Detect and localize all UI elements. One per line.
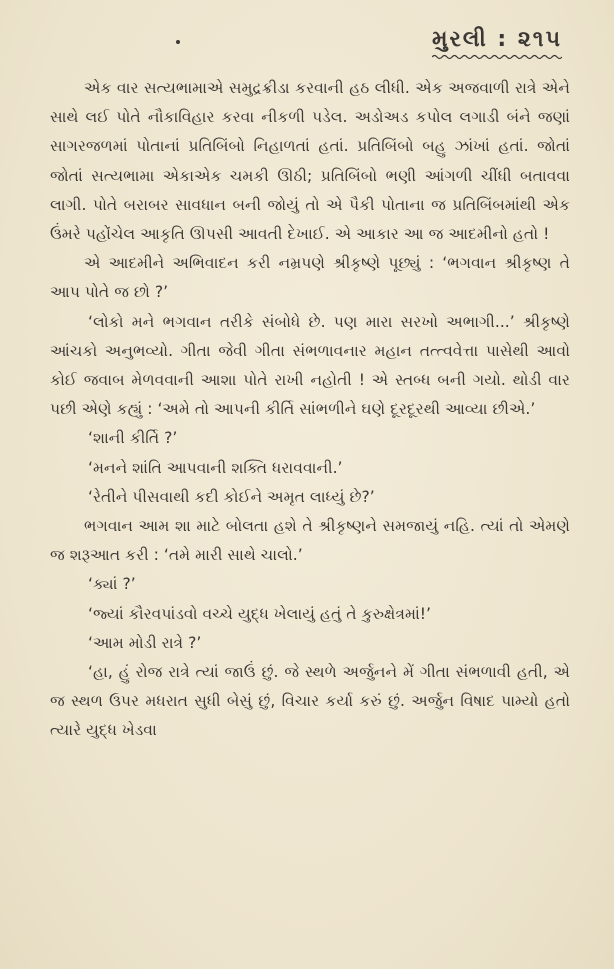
wavy-underline-ornament [432, 54, 562, 60]
paragraph: ‘રેતીને પીસવાથી કદી કોઈને અમૃત લાધ્યું છે?’ [88, 487, 375, 506]
paragraph: ‘આમ મોડી રાત્રે ?’ [88, 633, 202, 652]
paragraph: ‘ક્યાં ?’ [88, 575, 136, 594]
paragraph: ‘લોકો મને ભગવાન તરીકે સંબોધે છે. પણ મારા સરખો અભાગી...’ શ્રીકૃષ્ણે આંચકો અનુભવ્યો. ગીતા જેવી ગીતા સંભળાવનાર મહાન તત્ત્વવેત્તા પાસેથી આવો કોઈ જવાબ મેળવવાની આશા પોતે રાખી નહોતી ! એ સ્તબ્ધ બની ગયો. થોડી વાર પછી એણે કહ્યું : ‘અમે તો આપની કીર્તિ સાંભળીને ઘણે દૂરદૂરથી આવ્યા છીએ.’ [50, 312, 570, 419]
running-title: મુરલી : ૨૧૫ [431, 27, 563, 52]
paragraph: ‘હા, હું રોજ રાત્રે ત્યાં જાઉં છું. જે સ્થળે અર્જુનને મેં ગીતા સંભળાવી હતી, એ જ સ્થળ ઉપર મધરાત સુધી બેસું છું, વિચાર કર્યા કરું છું. અર્જુન વિષાદ પામ્યો હતો ત્યારે યુદ્ધ ખેડવા [50, 663, 570, 740]
paragraph: એક વાર સત્યભામાએ સમુદ્રક્રીડા કરવાની હઠ લીધી. એક અજવાળી રાત્રે એને સાથે લઈ પોતે નૌકાવિહાર કરવા નીકળી પડેલ. અડોઅડ કપોલ લગાડી બંને જણાં સાગરજળમાં પોતાનાં પ્રતિબિંબો નિહાળતાં હતાં. પ્રતિબિંબો બહુ ઝાંખાં હતાં. જોતાં જોતાં સત્યભામા એકાએક ચમકી ઊઠી; પ્રતિબિંબો ભણી આંગળી ચીંધી બતાવવા લાગી. પોતે બરાબર સાવધાન બની જોયું તો એ પૈકી પોતાના જ પ્રતિબિંબમાંથી એક ઉંમરે પહોંચેલ આકૃતિ ઊપસી આવતી દેખાઈ. એ આકાર આ જ આદમીનો હતો ! [50, 79, 570, 244]
paragraph: ‘જ્યાં કૌરવપાંડવો વચ્ચે યુદ્ધ ખેલાયું હતું તે કુરુક્ષેત્રમાં!’ [88, 604, 431, 623]
paragraph: એ આદમીને અભિવાદન કરી નમ્રપણે શ્રીકૃષ્ણે પૂછ્યું : ‘ભગવાન શ્રીકૃષ્ણ તે આપ પોતે જ છો ?’ [50, 254, 570, 302]
paragraph: ‘મનને શાંતિ આપવાની શક્તિ ધરાવવાની.’ [88, 458, 343, 477]
body-text [50, 74, 570, 746]
running-header [422, 27, 572, 60]
paragraph: ‘શાની કીર્તિ ?’ [88, 429, 178, 448]
paragraph: ભગવાન આમ શા માટે બોલતા હશે તે શ્રીકૃષ્ણને સમજાયું નહિ. ત્યાં તો એમણે જ શરૂઆત કરી : ‘તમે મારી સાથે ચાલો.’ [50, 517, 570, 565]
ink-dot [176, 40, 180, 44]
